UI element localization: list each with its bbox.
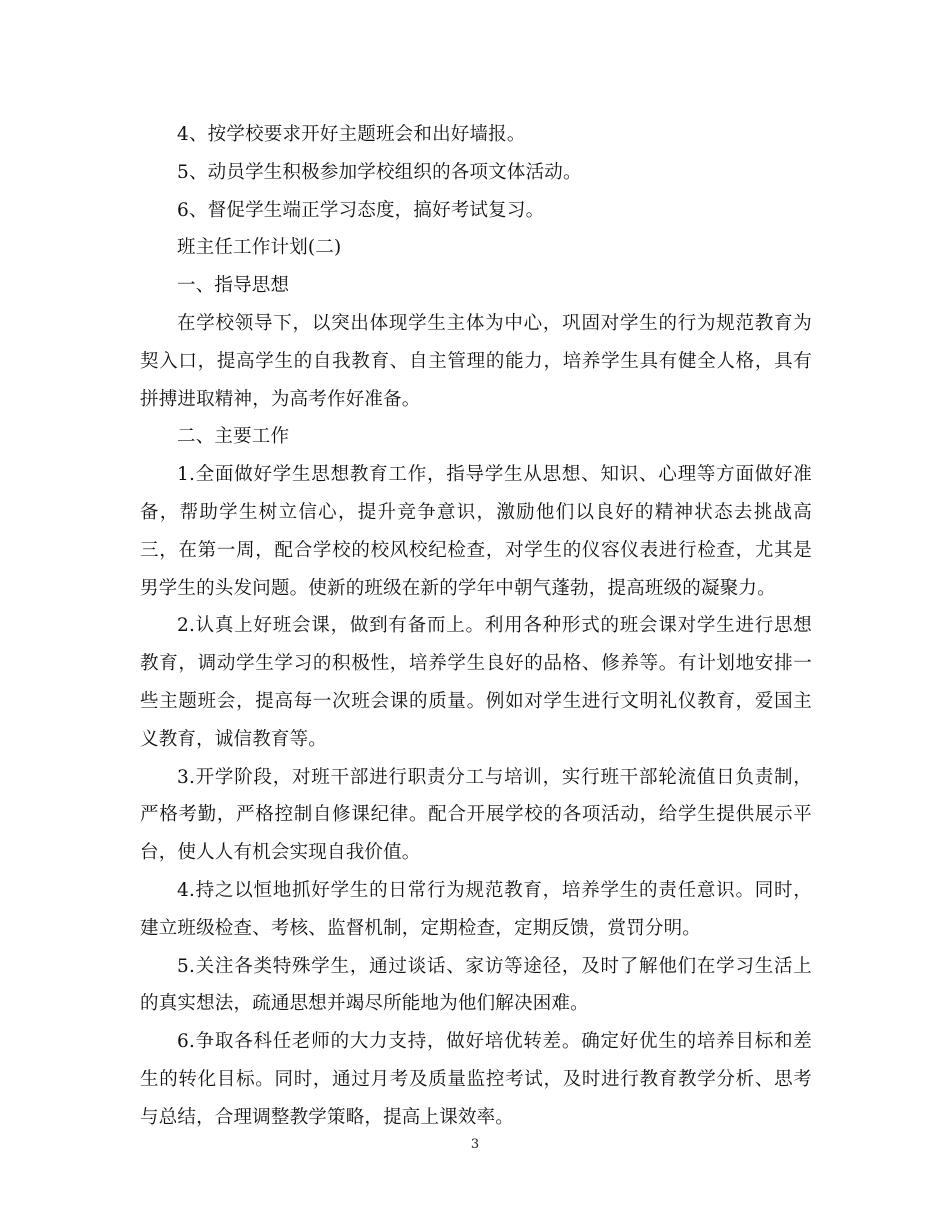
list-item-6: 6、督促学生端正学习态度，搞好考试复习。 bbox=[177, 199, 545, 221]
work-item-6: 6.争取各科任老师的大力支持，做好培优转差。确定好优生的培养目标和差生的转化目标。同时，通过月考及质量监控考试，及时进行教育教学分析、思考与总结，合理调整教学策略，提高上课效率。 bbox=[140, 1031, 812, 1128]
work-item-2: 2.认真上好班会课，做到有备而上。利用各种形式的班会课对学生进行思想教育，调动学生学习的积极性，培养学生良好的品格、修养等。有计划地安排一些主题班会，提高每一次班会课的质量。例如对学生进行文明礼仪教育，爱国主义教育，诚信教育等。 bbox=[140, 615, 812, 750]
work-item-4: 4.持之以恒地抓好学生的日常行为规范教育，培养学生的责任意识。同时，建立班级检查、考核、监督机制，定期检查，定期反馈，赏罚分明。 bbox=[140, 879, 812, 939]
heading-guiding-ideology: 一、指导思想 bbox=[177, 275, 290, 297]
work-item-1: 1.全面做好学生思想教育工作，指导学生从思想、知识、心理等方面做好准备，帮助学生树立信心，提升竞争意识，激励他们以良好的精神状态去挑战高三，在第一周，配合学校的校风校纪检查，对学生的仪容仪表进行检查，尤其是男学生的头发问题。使新的班级在新的学年中朝气蓬勃，提高班级的凝聚力。 bbox=[140, 464, 812, 599]
section-title: 班主任工作计划(二) bbox=[177, 237, 342, 259]
work-item-5: 5.关注各类特殊学生，通过谈话、家访等途径，及时了解他们在学习生活上的真实想法，疏通思想并竭尽所能地为他们解决困难。 bbox=[140, 955, 812, 1015]
list-item-4: 4、按学校要求开好主题班会和出好墙报。 bbox=[177, 124, 526, 145]
document-body bbox=[140, 116, 812, 1137]
page-number: 3 bbox=[470, 1137, 480, 1152]
heading-main-work: 二、主要工作 bbox=[177, 426, 290, 448]
list-item-5: 5、动员学生积极参加学校组织的各项文体活动。 bbox=[177, 161, 582, 183]
paragraph-guiding-ideology: 在学校领导下，以突出体现学生主体为中心，巩固对学生的行为规范教育为契入口，提高学生的自我教育、自主管理的能力，培养学生具有健全人格，具有拼搏进取精神，为高考作好准备。 bbox=[140, 312, 812, 410]
work-item-3: 3.开学阶段，对班干部进行职责分工与培训，实行班干部轮流值日负责制，严格考勤，严格控制自修课纪律。配合开展学校的各项活动，给学生提供展示平台，使人人有机会实现自我价值。 bbox=[140, 766, 812, 864]
